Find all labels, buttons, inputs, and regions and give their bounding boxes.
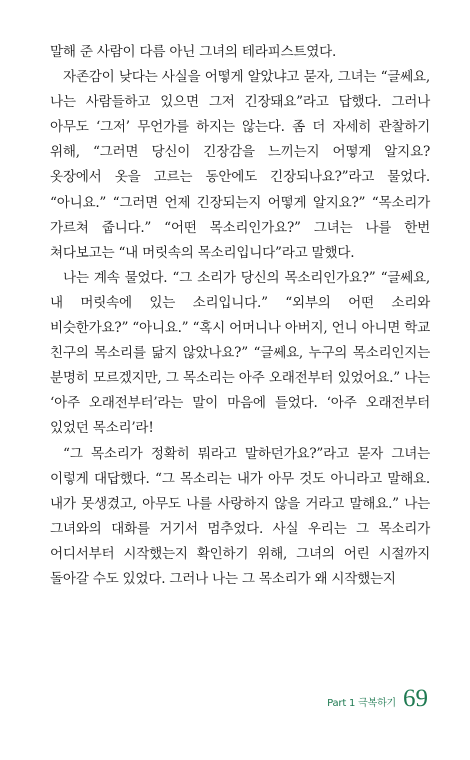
paragraph-questions: 나는 계속 물었다. “그 소리가 당신의 목소리인가요?” “글쎄요, 내 머릿속에 있는 소리입니다.” “외부의 어떤 소리와 비슷한가요?” “아니요.” “혹시 어머니나 아버지, 언니 아니면 학교 친구의 목소리를 닮지 않았나요?” “글쎄요, 누구의 목소리인지는 분명히 모르겠지만, 그 목소리는 아주 오래전부터 있었어요.” 나는 ‘아주 오래전부터’라는 말이 마음에 들었다. ‘아주 오래전부터 있었던 목소리’라!: [50, 269, 430, 437]
paragraph-voice: “그 목소리가 정확히 뭐라고 말하던가요?”라고 묻자 그녀는 이렇게 대답했다. “그 목소리는 내가 아무 것도 아니라고 말해요. 내가 못생겼고, 아무도 나를 사랑하지 않을 거라고 말해요.” 나는 그녀와의 대화를 거기서 멈추었다. 사실 우리는 그 목소리가 어디서부터 시작했는지 확인하기 위해, 그녀의 어린 시절까지 돌아갈 수도 있었다. 그러나 나는 그 목소리가 왜 시작했는지: [50, 445, 430, 587]
paragraph-continued: 말해 준 사람이 다름 아닌 그녀의 테라피스트였다.: [50, 44, 337, 60]
paragraph-self-esteem: 자존감이 낮다는 사실을 어떻게 알았냐고 묻자, 그녀는 “글쎄요, 나는 사람들하고 있으면 그저 긴장돼요”라고 답했다. 그러나 아무도 ‘그저’ 무언가를 하지는 않는다. 좀 더 자세히 관찰하기 위해, “그러면 당신이 긴장감을 느끼는지 어떻게 알지요? 옷장에서 옷을 고르는 동안에도 긴장되나요?”라고 물었다. “아니요.” “그러면 언제 긴장되는지 어떻게 알지요?” “목소리가 가르쳐 줍니다.” “어떤 목소리인가요?” 그녀는 나를 한번 쳐다보고는 “내 머릿속의 목소리입니다”라고 말했다.: [50, 69, 430, 261]
page-number: 69: [403, 685, 428, 712]
section-label: Part 1 극복하기: [327, 698, 396, 709]
page-footer: [327, 686, 428, 711]
page-body-text: [50, 40, 430, 592]
